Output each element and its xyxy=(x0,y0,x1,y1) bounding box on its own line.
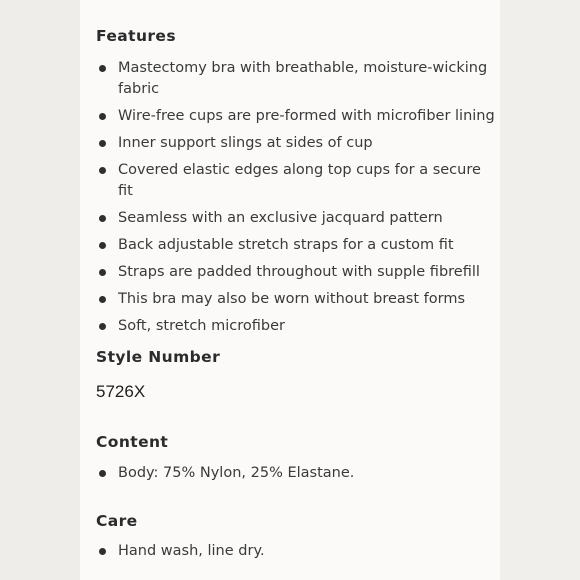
bullet-dot-icon xyxy=(99,470,106,477)
bullet-dot-icon xyxy=(99,323,106,330)
bullet-dot-icon xyxy=(99,269,106,276)
list-item-text: Wire-free cups are pre-formed with microfiber lining xyxy=(118,108,495,124)
bullet-dot-icon xyxy=(99,167,106,174)
bullet-dot-icon xyxy=(99,548,106,555)
list-item-text: Mastectomy bra with breathable, moisture-wicking fabric xyxy=(118,60,488,97)
features-list xyxy=(96,58,500,343)
list-item-text: This bra may also be worn without breast forms xyxy=(118,291,466,307)
list-item xyxy=(96,58,500,100)
list-item-text: Straps are padded throughout with supple fibrefill xyxy=(118,264,480,280)
bullet-dot-icon xyxy=(99,65,106,72)
list-item xyxy=(96,235,500,256)
content-heading: Content xyxy=(96,433,169,451)
features-heading: Features xyxy=(96,27,176,45)
list-item xyxy=(96,541,500,562)
list-item-text: Back adjustable stretch straps for a custom fit xyxy=(118,237,454,253)
list-item xyxy=(96,208,500,229)
list-item xyxy=(96,133,500,154)
list-item-text: Covered elastic edges along top cups for a secure fit xyxy=(118,162,481,199)
care-list xyxy=(96,541,500,568)
list-item xyxy=(96,160,500,202)
bullet-dot-icon xyxy=(99,140,106,147)
list-item-text: Body: 75% Nylon, 25% Elastane. xyxy=(118,465,355,481)
list-item xyxy=(96,289,500,310)
bullet-dot-icon xyxy=(99,296,106,303)
style-number-heading: Style Number xyxy=(96,348,221,366)
list-item xyxy=(96,316,500,337)
list-item-text: Seamless with an exclusive jacquard pattern xyxy=(118,210,443,226)
bullet-dot-icon xyxy=(99,215,106,222)
bullet-dot-icon xyxy=(99,242,106,249)
list-item-text: Hand wash, line dry. xyxy=(118,543,265,559)
left-background-strip xyxy=(0,0,80,580)
style-number-value: 5726X xyxy=(96,382,146,401)
list-item xyxy=(96,262,500,283)
list-item-text: Inner support slings at sides of cup xyxy=(118,135,373,151)
list-item xyxy=(96,106,500,127)
list-item-text: Soft, stretch microfiber xyxy=(118,318,285,334)
right-background-strip xyxy=(500,0,580,580)
content-list xyxy=(96,463,500,490)
bullet-dot-icon xyxy=(99,113,106,120)
care-heading: Care xyxy=(96,512,138,530)
list-item xyxy=(96,463,500,484)
